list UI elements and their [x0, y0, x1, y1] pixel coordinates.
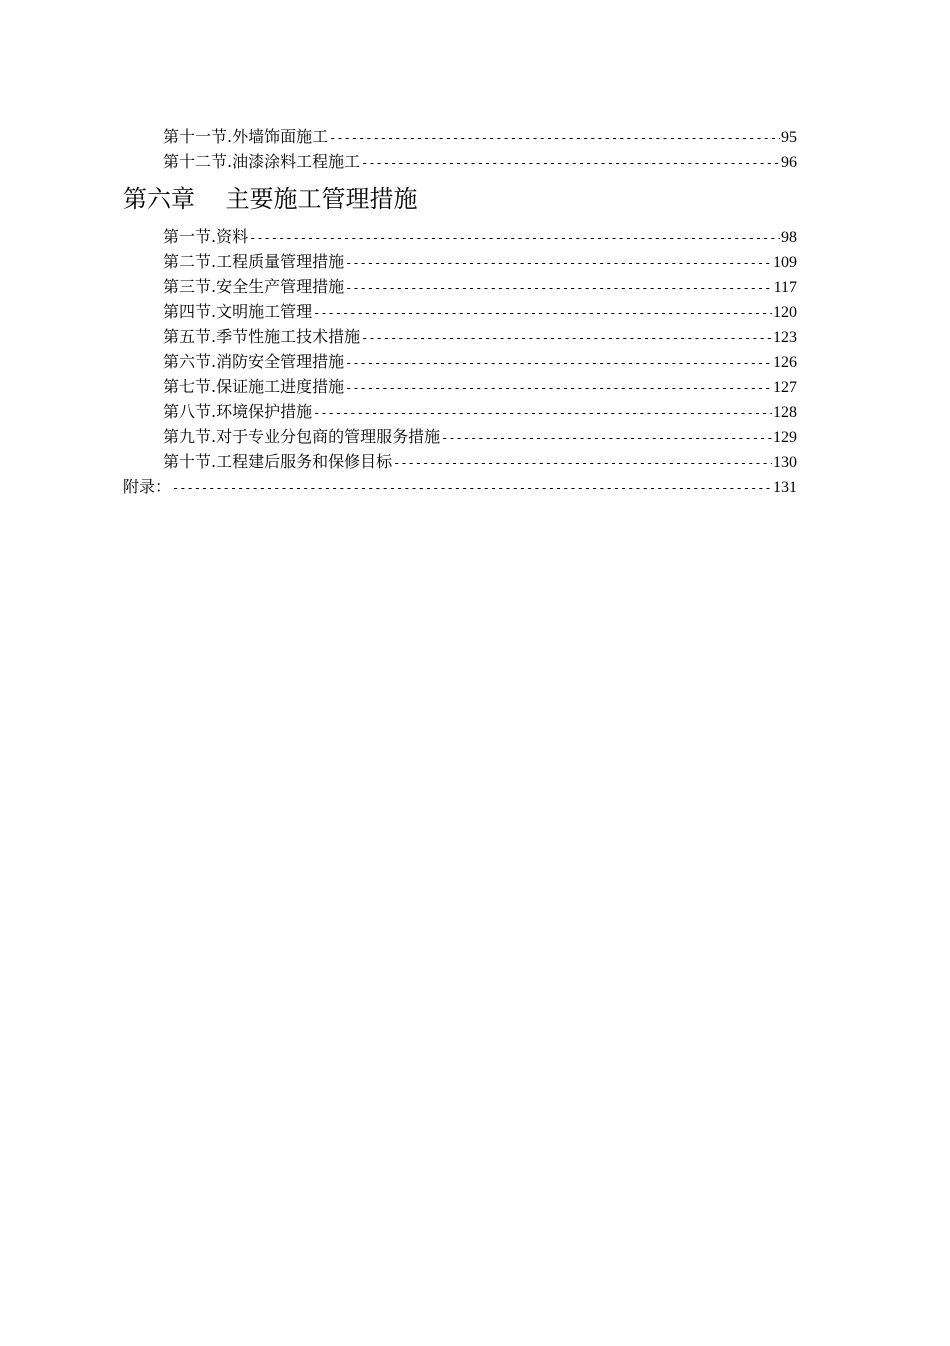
toc-entry-label: 第一节.资料 [163, 227, 249, 246]
toc-dot-leader [172, 476, 772, 501]
toc-entry[interactable] [123, 399, 797, 424]
toc-entry[interactable] [123, 124, 797, 149]
toc-dot-leader [345, 251, 772, 276]
chapter-heading: 第六章 主要施工管理措施 [123, 185, 418, 213]
toc-page-number: 129 [773, 429, 797, 446]
toc-entry-label: 第四节.文明施工管理 [163, 302, 313, 321]
toc-dot-leader [361, 326, 772, 351]
toc-page-number: 120 [773, 304, 797, 321]
toc-page-number: 127 [773, 379, 797, 396]
toc-entry[interactable] [123, 374, 797, 399]
table-of-contents [123, 124, 797, 499]
toc-page-number: 128 [773, 404, 797, 421]
toc-dot-leader [249, 226, 780, 251]
toc-entry-label: 第十节.工程建后服务和保修目标 [163, 452, 393, 471]
toc-entry[interactable] [123, 149, 797, 174]
toc-entry[interactable] [123, 274, 797, 299]
toc-page-number: 123 [773, 329, 797, 346]
toc-appendix-entry[interactable] [123, 474, 797, 499]
toc-dot-leader [345, 276, 773, 301]
toc-dot-leader [441, 426, 772, 451]
toc-page-number: 126 [773, 354, 797, 371]
toc-dot-leader [313, 301, 772, 326]
toc-entry-label: 第六节.消防安全管理措施 [163, 352, 345, 371]
toc-page-number: 96 [781, 154, 797, 171]
toc-entry-label: 第五节.季节性施工技术措施 [163, 327, 361, 346]
toc-dot-leader [361, 151, 780, 176]
toc-entry-label: 附录： [123, 477, 172, 496]
toc-entry[interactable] [123, 324, 797, 349]
toc-page-number: 130 [773, 454, 797, 471]
toc-dot-leader [345, 376, 772, 401]
toc-entry-label: 第三节.安全生产管理措施 [163, 277, 345, 296]
toc-page-number: 98 [781, 229, 797, 246]
toc-entry[interactable] [123, 449, 797, 474]
toc-page-number: 131 [773, 479, 797, 496]
toc-entry[interactable] [123, 249, 797, 274]
toc-entry-label: 第九节.对于专业分包商的管理服务措施 [163, 427, 441, 446]
toc-entry[interactable] [123, 424, 797, 449]
toc-entry-label: 第八节.环境保护措施 [163, 402, 313, 421]
toc-entry[interactable] [123, 299, 797, 324]
toc-entry[interactable] [123, 349, 797, 374]
toc-dot-leader [393, 451, 772, 476]
toc-entry-label: 第二节.工程质量管理措施 [163, 252, 345, 271]
toc-entry-label: 第七节.保证施工进度措施 [163, 377, 345, 396]
toc-page-number: 95 [781, 129, 797, 146]
toc-page-number: 109 [773, 254, 797, 271]
toc-entry[interactable] [123, 224, 797, 249]
toc-page-number: 117 [773, 279, 797, 296]
toc-dot-leader [329, 126, 780, 151]
toc-dot-leader [313, 401, 772, 426]
toc-entry-label: 第十一节.外墙饰面施工 [163, 127, 329, 146]
toc-dot-leader [345, 351, 772, 376]
toc-entry-label: 第十二节.油漆涂料工程施工 [163, 152, 361, 171]
